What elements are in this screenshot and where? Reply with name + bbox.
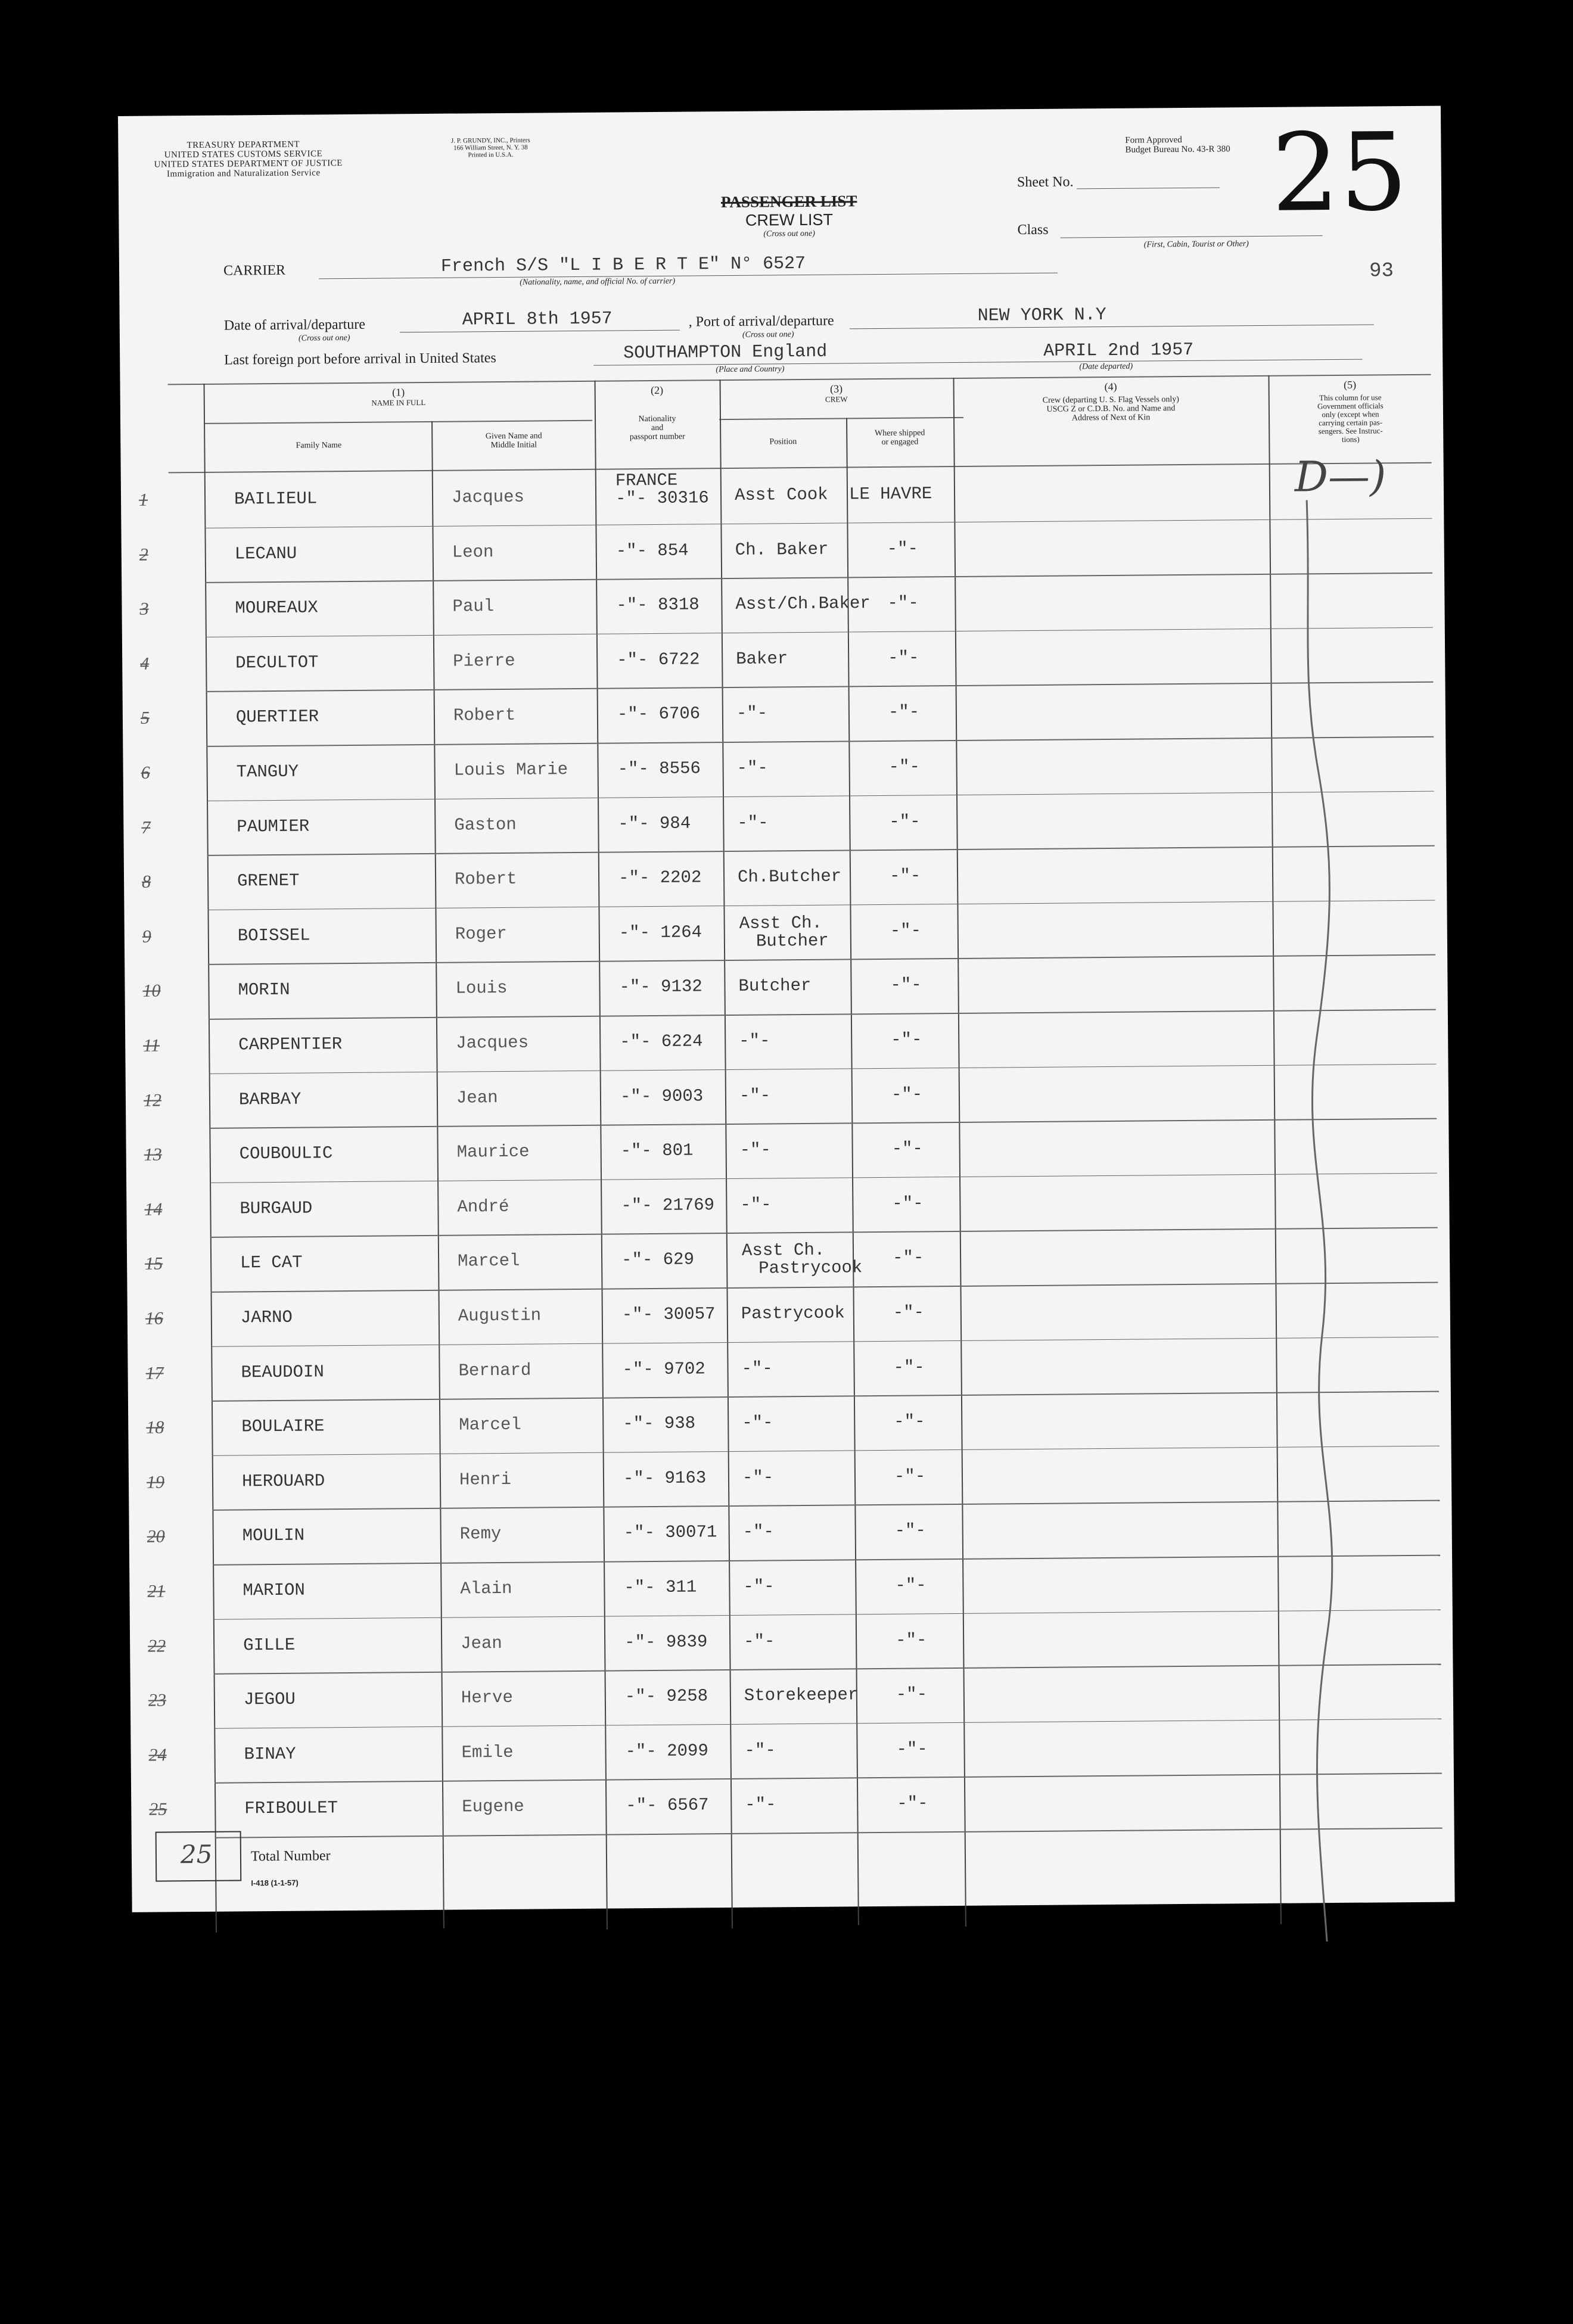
col4-number: (4) (1104, 380, 1117, 393)
family-name: BAILIEUL (234, 489, 318, 509)
col5-line-5: sengers. See Instruc- (1318, 426, 1383, 436)
row-number (139, 490, 148, 511)
agency-line-3: UNITED STATES DEPARTMENT OF JUSTICE (154, 158, 343, 170)
row-number-text: 10 (142, 981, 161, 1001)
col1-number: (1) (392, 386, 405, 399)
passport-number: -"- 629 (621, 1249, 695, 1270)
shipped-or-engaged: -"- (894, 1520, 927, 1541)
manifest-sheet (118, 106, 1455, 1912)
row-rule (206, 736, 1434, 747)
col3-head (721, 382, 952, 406)
position: -"- (743, 1576, 775, 1597)
printer-credit (428, 136, 553, 159)
row-number (147, 1581, 165, 1601)
row-rule (212, 1500, 1440, 1511)
given-name: André (457, 1196, 509, 1217)
row-rule (204, 518, 1432, 528)
family-name: JARNO (240, 1307, 293, 1328)
row-number-text: 12 (143, 1090, 162, 1110)
row-number (145, 1308, 163, 1329)
row-rule (211, 1336, 1438, 1347)
date-value: APRIL 8th 1957 (462, 309, 613, 331)
shipped-or-engaged: -"- (896, 1630, 927, 1650)
given-name: Leon (452, 542, 494, 562)
row-rule (214, 1664, 1441, 1675)
shipped-or-engaged: -"- (888, 648, 919, 668)
position: -"- (741, 1358, 773, 1379)
passport-number: -"- 9839 (624, 1631, 708, 1652)
position: -"- (736, 758, 768, 778)
family-name: BEAUDOIN (241, 1361, 324, 1383)
passport-number: -"- 6567 (626, 1795, 709, 1816)
position: -"- (744, 1631, 775, 1651)
passport-number: -"- 1264 (618, 922, 702, 943)
passport-number: -"- 8318 (616, 595, 700, 615)
shipped-or-engaged: -"- (890, 920, 922, 941)
handwritten-mark: D—) (1294, 452, 1387, 502)
passport-number: -"- 30071 (623, 1522, 717, 1543)
family-name: PAUMIER (237, 816, 310, 837)
row-number (139, 599, 148, 620)
row-rule (208, 954, 1435, 965)
col2-line-3: passport number (629, 432, 685, 442)
passport-number: -"- 801 (620, 1140, 694, 1161)
col2-line-1: Nationality (638, 414, 676, 424)
position: Butcher (738, 976, 812, 997)
given-name: Robert (453, 705, 516, 726)
crew-head-rule (719, 417, 963, 420)
row-rule (210, 1227, 1438, 1238)
given-name: Herve (461, 1688, 514, 1708)
shipped-or-engaged: -"- (894, 1466, 926, 1486)
total-number-box (156, 1831, 242, 1881)
total-number-value: 25 (180, 1839, 213, 1869)
passport-number: -"- 9258 (624, 1686, 708, 1707)
passport-number: -"- 938 (623, 1413, 696, 1434)
row-rule (206, 682, 1434, 692)
position: -"- (745, 1794, 776, 1815)
row-number (145, 1363, 163, 1383)
sheet-no-label: Sheet No. (1016, 174, 1074, 191)
row-number (148, 1691, 166, 1711)
row-number (147, 1472, 164, 1492)
col-rule-2 (431, 421, 444, 1928)
row-number-text: 3 (139, 599, 149, 619)
port-line (850, 324, 1374, 329)
family-name: MOUREAUX (235, 598, 318, 618)
passport-number: -"- 984 (618, 813, 691, 834)
col4-head (955, 394, 1267, 424)
nationality: FRANCE (615, 470, 678, 491)
shipped-line-2: or engaged (881, 437, 919, 447)
row-number-text: 21 (147, 1581, 166, 1601)
row-number-text: 18 (146, 1417, 164, 1438)
col4-line-3: Address of Next of Kin (1071, 413, 1151, 423)
shipped-or-engaged: LE HAVRE (848, 484, 932, 505)
issuing-agencies (154, 139, 343, 179)
sheet-no-line (1077, 187, 1220, 189)
position-line-2: Butcher (756, 931, 829, 951)
col-rule-1 (204, 384, 217, 1933)
row-number (144, 1199, 162, 1219)
row-number (148, 1636, 166, 1656)
row-rule (213, 1609, 1441, 1620)
row-number-text: 7 (141, 817, 151, 838)
date-cross-note: (Cross out one) (298, 333, 350, 343)
printer-line-1: J. P. GRUNDY, INC., Printers (450, 136, 530, 145)
row-rule (215, 1828, 1443, 1838)
col5-line-6: tions) (1341, 434, 1360, 444)
family-name: COUBOULIC (239, 1143, 333, 1164)
family-name: GILLE (243, 1635, 296, 1656)
family-name-head: Family Name (296, 441, 342, 450)
name-head-rule (205, 420, 592, 424)
port-value: NEW YORK N.Y (977, 304, 1106, 326)
given-name: Jacques (456, 1032, 529, 1053)
given-name: Paul (452, 596, 495, 617)
col5-head (1272, 393, 1430, 444)
passenger-list-title: PASSENGER LIST (720, 192, 857, 211)
col4-line-2: USCG Z or C.D.B. No. and Name and (1046, 404, 1176, 414)
position: -"- (742, 1413, 773, 1433)
row-rule (209, 1063, 1437, 1074)
position: -"- (739, 1140, 772, 1161)
agency-line-4: Immigration and Naturalization Service (166, 168, 321, 179)
given-name: Jean (456, 1087, 498, 1108)
row-number (144, 1145, 162, 1165)
shipped-or-engaged: -"- (887, 539, 919, 559)
col2-head (596, 414, 719, 442)
row-rule (214, 1773, 1442, 1784)
passport-number: -"- 9003 (620, 1085, 704, 1107)
shipped-or-engaged: -"- (896, 1739, 928, 1759)
row-number-text: 17 (145, 1363, 164, 1383)
last-port-label: Last foreign port before arrival in United States (224, 350, 496, 368)
agency-line-1: TREASURY DEPARTMENT (186, 139, 300, 151)
position: Asst Ch. (741, 1240, 825, 1261)
passport-number: -"- 30316 (615, 488, 709, 509)
shipped-or-engaged: -"- (888, 702, 920, 723)
family-name: TANGUY (236, 761, 299, 782)
given-name: Louis Marie (453, 760, 568, 780)
row-number (140, 654, 149, 674)
passport-number: -"- 6224 (620, 1031, 703, 1052)
shipped-or-engaged: -"- (887, 593, 919, 614)
cross-out-note: (Cross out one) (763, 229, 815, 239)
position: -"- (740, 1194, 772, 1215)
shipped-line-1: Where shipped (874, 428, 925, 438)
col5-line-3: only (except when (1322, 409, 1379, 419)
passport-number: -"- 6722 (617, 649, 700, 670)
given-name: Henri (459, 1469, 512, 1490)
col-rule-3 (595, 381, 608, 1930)
form-approval (1125, 135, 1230, 154)
given-name-head (433, 431, 594, 450)
row-number-text: 11 (143, 1035, 160, 1056)
handwritten-ditto-line (1289, 500, 1372, 1942)
departed-date: APRIL 2nd 1957 (1043, 340, 1194, 362)
row-number (141, 708, 150, 729)
position-line-2: Pastrycook (758, 1258, 863, 1279)
shipped-or-engaged: -"- (897, 1793, 928, 1814)
family-name: BARBAY (238, 1089, 301, 1110)
row-number-text: 1 (138, 490, 148, 510)
passport-number: -"- 854 (615, 540, 689, 561)
position: -"- (739, 1031, 770, 1051)
row-number-text: 20 (147, 1526, 165, 1547)
family-name: GRENET (237, 870, 300, 891)
row-number-text: 24 (148, 1745, 167, 1765)
row-number (141, 817, 150, 838)
col3-title: CREW (825, 394, 848, 404)
col1-head (205, 385, 592, 410)
last-port-value: SOUTHAMPTON England (623, 341, 828, 364)
col5-line-4: carrying certain pas- (1319, 418, 1383, 428)
shipped-or-engaged: -"- (891, 1138, 924, 1159)
family-name: FRIBOULET (244, 1798, 338, 1819)
shipped-or-engaged: -"- (896, 1684, 928, 1705)
given-name: Bernard (458, 1360, 531, 1381)
given-name: Maurice (456, 1141, 530, 1162)
family-name: LE CAT (240, 1253, 303, 1273)
row-rule (213, 1555, 1440, 1566)
passport-number: -"- 2202 (618, 867, 702, 888)
family-name: DECULTOT (235, 652, 319, 673)
family-name: BOISSEL (237, 925, 310, 946)
given-name: Remy (459, 1524, 502, 1544)
total-number-label: Total Number (250, 1848, 331, 1865)
departed-note: (Date departed) (1079, 362, 1133, 372)
given-name: Jean (461, 1633, 502, 1654)
position: Ch. Baker (735, 539, 829, 560)
sheet-number: 25 (1270, 110, 1409, 236)
printer-line-2: 166 William Street, N. Y. 38 (453, 144, 528, 152)
given-name: Jacques (451, 487, 524, 508)
date-line (400, 330, 680, 333)
col2-line-2: and (651, 423, 664, 433)
position-head: Position (769, 437, 797, 447)
row-rule (209, 1118, 1437, 1129)
shipped-or-engaged: -"- (892, 1247, 924, 1268)
row-number (142, 872, 151, 892)
row-number-text: 13 (144, 1144, 162, 1165)
given-name: Pierre (453, 651, 515, 671)
class-label: Class (1017, 222, 1049, 238)
header-bottom-rule (169, 462, 1432, 474)
family-name: LECANU (234, 543, 297, 564)
row-number-text: 25 (149, 1799, 167, 1820)
given-name: Marcel (459, 1414, 521, 1435)
row-rule (209, 1009, 1436, 1020)
class-line (1061, 235, 1323, 238)
carrier-label: CARRIER (223, 262, 286, 279)
passport-number: -"- 9163 (623, 1468, 707, 1489)
given-name: Alain (460, 1578, 512, 1599)
given-name: Augustin (458, 1305, 542, 1326)
shipped-head (847, 428, 952, 447)
position: -"- (739, 1085, 771, 1106)
shipped-or-engaged: -"- (892, 1193, 924, 1214)
printer-line-3: Printed in U.S.A. (468, 151, 514, 159)
row-number (148, 1745, 166, 1765)
row-number (142, 926, 151, 947)
shipped-or-engaged: -"- (889, 811, 921, 832)
position: Asst Cook (734, 484, 828, 505)
row-rule (212, 1391, 1439, 1402)
col-rule-7 (1268, 375, 1281, 1924)
carrier-value: French S/S "L I B E R T E" N° 6527 (440, 253, 806, 277)
position: -"- (742, 1522, 775, 1542)
given-name: Robert (454, 869, 517, 889)
position: Asst/Ch.Baker (735, 593, 871, 615)
position: Storekeeper (744, 1685, 859, 1706)
family-name: MORIN (238, 980, 290, 1000)
row-number (141, 763, 150, 783)
row-number-text: 4 (140, 654, 150, 674)
passport-number: -"- 30057 (621, 1304, 716, 1325)
class-note: (First, Cabin, Tourist or Other) (1143, 239, 1249, 250)
row-number-text: 9 (142, 926, 151, 947)
crew-list-title: CREW LIST (745, 210, 834, 229)
last-port-note: (Place and Country) (716, 365, 785, 375)
position: Baker (736, 648, 788, 669)
col5-line-1: This column for use (1319, 393, 1382, 403)
position: Ch.Butcher (737, 866, 842, 888)
row-rule (206, 627, 1433, 637)
row-number (149, 1800, 167, 1820)
col5-number: (5) (1344, 378, 1357, 391)
row-number-text: 22 (148, 1636, 166, 1656)
family-name: JEGOU (243, 1689, 296, 1710)
col4-line-1: Crew (departing U. S. Flag Vessels only) (1042, 395, 1179, 405)
family-name: BINAY (244, 1744, 296, 1765)
given-name: Louis (455, 978, 508, 998)
col1-title: NAME IN FULL (371, 397, 426, 407)
row-number-text: 2 (139, 545, 148, 565)
position: -"- (736, 703, 768, 724)
family-name: MARION (243, 1580, 305, 1601)
row-number-text: 8 (141, 872, 151, 892)
carrier-note: (Nationality, name, and official No. of carrier) (520, 276, 676, 287)
passport-number: -"- 9132 (619, 976, 702, 997)
row-number-text: 6 (141, 763, 150, 783)
budget-bureau-label: Budget Bureau No. 43-R 380 (1125, 144, 1230, 155)
given-name: Eugene (462, 1797, 524, 1817)
position: -"- (744, 1740, 776, 1760)
list-title (702, 192, 876, 239)
stamp-number: 93 (1369, 260, 1394, 283)
row-rule (207, 791, 1434, 801)
family-name: MOULIN (242, 1526, 305, 1546)
row-rule (210, 1172, 1437, 1183)
family-name: QUERTIER (235, 707, 319, 727)
given-name-line-2: Middle Initial (490, 440, 537, 450)
form-code: I-418 (1-1-57) (251, 1878, 299, 1888)
row-number (146, 1418, 164, 1438)
shipped-or-engaged: -"- (891, 1029, 922, 1050)
position: -"- (742, 1467, 774, 1488)
row-number (145, 1254, 163, 1274)
row-rule (207, 900, 1435, 910)
shipped-or-engaged: -"- (888, 757, 920, 777)
passport-number: -"- 311 (624, 1577, 697, 1598)
row-rule (210, 1282, 1438, 1293)
passport-number: -"- 21769 (621, 1194, 715, 1216)
row-number-text: 14 (144, 1199, 163, 1219)
row-rule (205, 573, 1432, 583)
given-name: Marcel (457, 1251, 520, 1271)
given-name: Emile (461, 1742, 514, 1763)
given-name: Gaston (454, 814, 517, 835)
row-rule (214, 1718, 1441, 1729)
row-number-text: 19 (146, 1472, 165, 1492)
col2-number: (2) (651, 384, 664, 396)
row-number (139, 545, 148, 565)
row-number-text: 16 (145, 1308, 163, 1329)
passport-number: -"- 2099 (625, 1741, 708, 1762)
shipped-or-engaged: -"- (893, 1302, 925, 1323)
row-number (143, 1035, 160, 1056)
given-name-line-1: Given Name and (485, 431, 542, 441)
position: Pastrycook (741, 1303, 845, 1324)
passport-number: -"- 8556 (617, 758, 701, 779)
position: Asst Ch. (739, 913, 823, 934)
row-rule (207, 845, 1435, 856)
shipped-or-engaged: -"- (889, 866, 921, 886)
col-rule-6 (953, 378, 966, 1927)
position: -"- (737, 813, 769, 833)
shipped-or-engaged: -"- (890, 975, 922, 995)
shipped-or-engaged: -"- (894, 1411, 925, 1432)
shipped-or-engaged: -"- (893, 1357, 925, 1377)
passport-number: -"- 6706 (617, 704, 701, 724)
family-name: CARPENTIER (238, 1034, 343, 1055)
row-rule (212, 1445, 1440, 1456)
family-name: BURGAUD (240, 1198, 313, 1219)
passport-number: -"- 9702 (622, 1358, 705, 1380)
date-label: Date of arrival/departure (223, 316, 366, 334)
row-number (142, 981, 160, 1001)
row-number-text: 23 (148, 1690, 167, 1710)
port-cross-note: (Cross out one) (742, 330, 794, 340)
shipped-or-engaged: -"- (895, 1575, 927, 1595)
row-number (147, 1527, 165, 1547)
col3-number: (3) (830, 382, 843, 395)
port-label: , Port of arrival/departure (688, 313, 834, 330)
col-rule-4 (720, 379, 733, 1928)
row-number-text: 5 (140, 708, 150, 729)
shipped-or-engaged: -"- (891, 1084, 923, 1105)
row-number-text: 15 (145, 1253, 163, 1274)
given-name: Roger (455, 923, 507, 944)
col5-line-2: Government officials (1317, 401, 1384, 411)
agency-line-2: UNITED STATES CUSTOMS SERVICE (164, 149, 323, 160)
family-name: HEROUARD (241, 1471, 325, 1492)
row-number (144, 1090, 161, 1110)
family-name: BOULAIRE (241, 1416, 325, 1437)
form-approved-label: Form Approved (1125, 135, 1182, 145)
